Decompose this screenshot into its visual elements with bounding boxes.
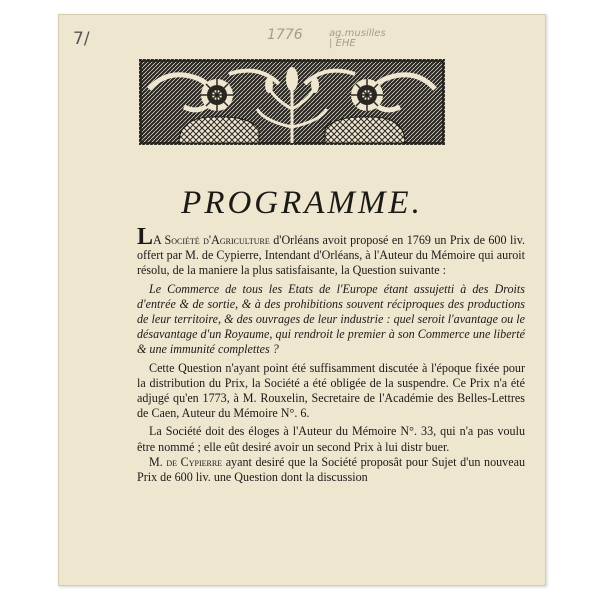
paragraph-praise: La Société doit des éloges à l'Auteur du Mémoire N°. 33, qui n'a pas voulu être nommé ; elle eût desiré avoir un second Prix à lui distr buer. xyxy=(137,424,525,454)
intro-lead: A Société d'Agriculture xyxy=(153,233,270,247)
intro-text: d'Orléans avoit proposé en 1769 un Prix de 600 liv. offert par M. de Cypierre, Intendant d'Orléans, à l'Auteur du Mémoire qui auroit résolu, de la maniere la plus satisfaisante, la Question suivante : xyxy=(137,233,525,278)
document-page xyxy=(58,14,546,586)
pencil-year: 1776 xyxy=(267,27,303,43)
handwritten-number: 7/ xyxy=(73,29,90,49)
paragraph-new-prize xyxy=(137,455,525,485)
prize-question: Le Commerce de tous les Etats de l'Europe étant assujetti à des Droits d'entrée & de sortie, & à des prohibitions souvent réciproques des productions de leur territoire, & des ouvrages de leur industrie : quel seroit l'avantage ou le désavantage d'un Royaume, qui rendroit le premier à son Commerce une liberté & une immunité complettes ? xyxy=(137,281,525,357)
document-body xyxy=(137,224,526,485)
new-prize-lead: M. de Cypierre xyxy=(149,454,223,469)
new-prize-text: ayant desiré que la Société proposât pour Sujet d'un nouveau Prix de 600 liv. une Question dont la discussion xyxy=(137,454,526,485)
drop-cap: L xyxy=(137,224,154,250)
decorative-headpiece xyxy=(139,59,445,145)
pencil-note: ag.musilles | EHE xyxy=(329,28,386,49)
page-title: PROGRAMME. xyxy=(181,185,423,221)
paragraph-intro xyxy=(137,224,525,279)
paragraph-suspension: Cette Question n'ayant point été suffisamment discutée à l'époque fixée pour la distribution du Prix, la Société a été obligée de la suspendre. Ce Prix n'a été adjugé qu'en 1773, à M. Rouxelin, Secretaire de l'Académie des Belles-Lettres de Caen, Auteur du Mémoire N°. 6. xyxy=(137,360,525,421)
